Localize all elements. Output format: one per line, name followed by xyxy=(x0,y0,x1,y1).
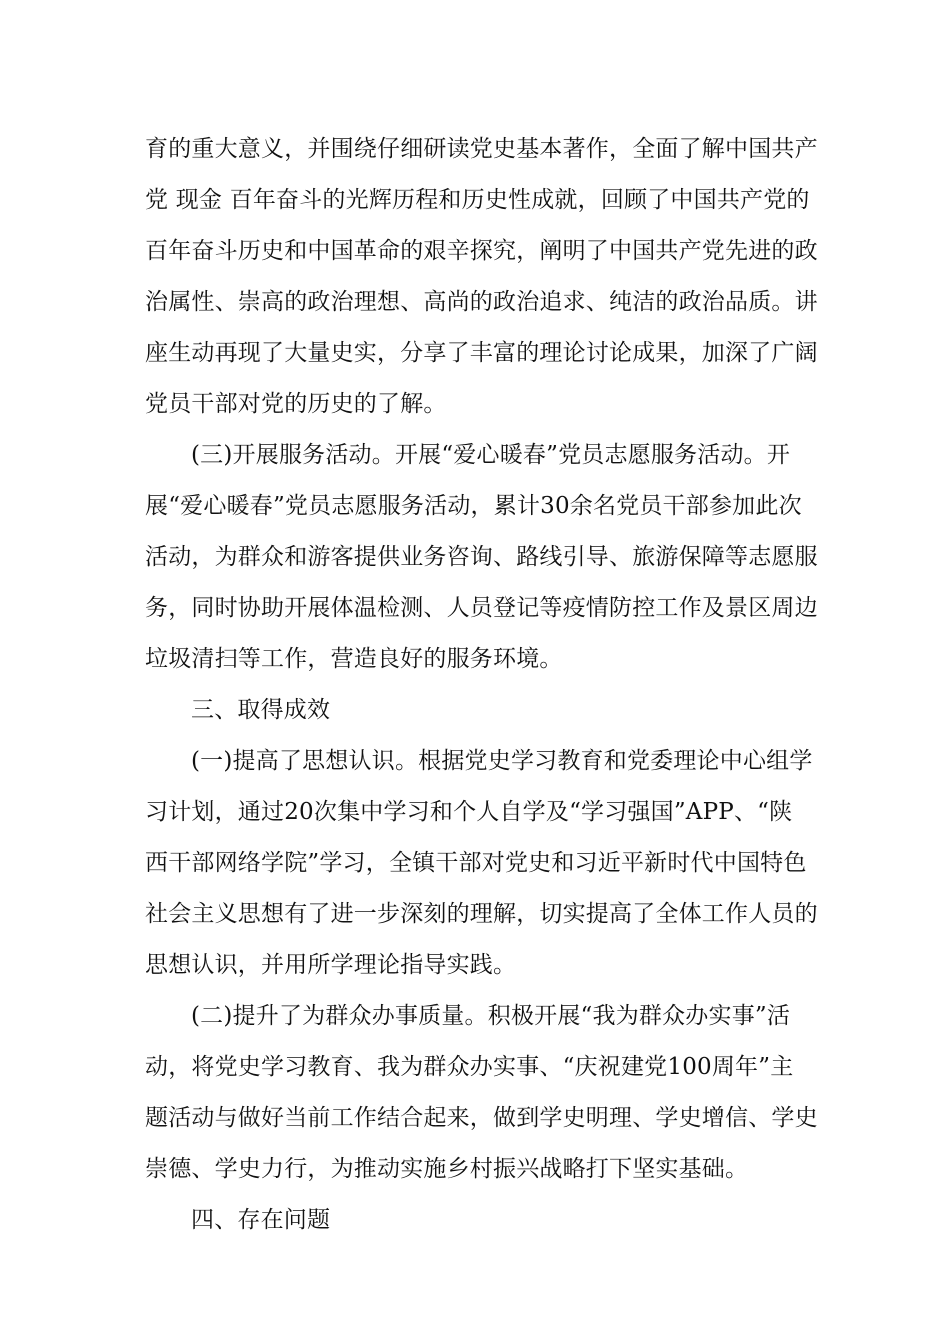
text-line: 崇德、学史力行，为推动实施乡村振兴战略打下坚实基础。 xyxy=(145,1156,749,1182)
paragraph-start-line: (一)提高了思想认识。根据党史学习教育和党委理论中心组学 xyxy=(191,748,813,774)
text-line: 思想认识，并用所学理论指导实践。 xyxy=(145,952,517,978)
text-line: 育的重大意义，并围绕仔细研读党史基本著作，全面了解中国共产 xyxy=(145,136,818,162)
section-heading: 三、取得成效 xyxy=(191,697,331,723)
text-line: 习计划，通过20次集中学习和个人自学及“学习强国”APP、“陕 xyxy=(145,799,793,825)
text-line: 题活动与做好当前工作结合起来，做到学史明理、学史增信、学史 xyxy=(145,1105,818,1131)
paragraph-start-line: (三)开展服务活动。开展“爱心暖春”党员志愿服务活动。开 xyxy=(191,442,791,468)
text-line: 活动，为群众和游客提供业务咨询、路线引导、旅游保障等志愿服 xyxy=(145,544,818,570)
document-body xyxy=(145,124,818,1246)
text-line: 治属性、崇高的政治理想、高尚的政治追求、纯洁的政治品质。讲 xyxy=(145,289,818,315)
text-line: 座生动再现了大量史实，分享了丰富的理论讨论成果，加深了广阔 xyxy=(145,340,818,366)
text-line: 动，将党史学习教育、我为群众办实事、“庆祝建党100周年”主 xyxy=(145,1054,794,1080)
text-line: 务，同时协助开展体温检测、人员登记等疫情防控工作及景区周边 xyxy=(145,595,818,621)
paragraph-start-line: (二)提升了为群众办事质量。积极开展“我为群众办实事”活 xyxy=(191,1003,791,1029)
text-line: 党员干部对党的历史的了解。 xyxy=(145,391,447,417)
text-line: 垃圾清扫等工作，营造良好的服务环境。 xyxy=(145,646,563,672)
text-line: 社会主义思想有了进一步深刻的理解，切实提高了全体工作人员的 xyxy=(145,901,818,927)
section-heading: 四、存在问题 xyxy=(191,1207,331,1233)
text-line: 展“爱心暖春”党员志愿服务活动，累计30余名党员干部参加此次 xyxy=(145,493,802,519)
text-line: 党 现金 百年奋斗的光辉历程和历史性成就，回顾了中国共产党的 xyxy=(145,187,810,213)
text-line: 西干部网络学院”学习，全镇干部对党史和习近平新时代中国特色 xyxy=(145,850,807,876)
text-line: 百年奋斗历史和中国革命的艰辛探究，阐明了中国共产党先进的政 xyxy=(145,238,818,264)
